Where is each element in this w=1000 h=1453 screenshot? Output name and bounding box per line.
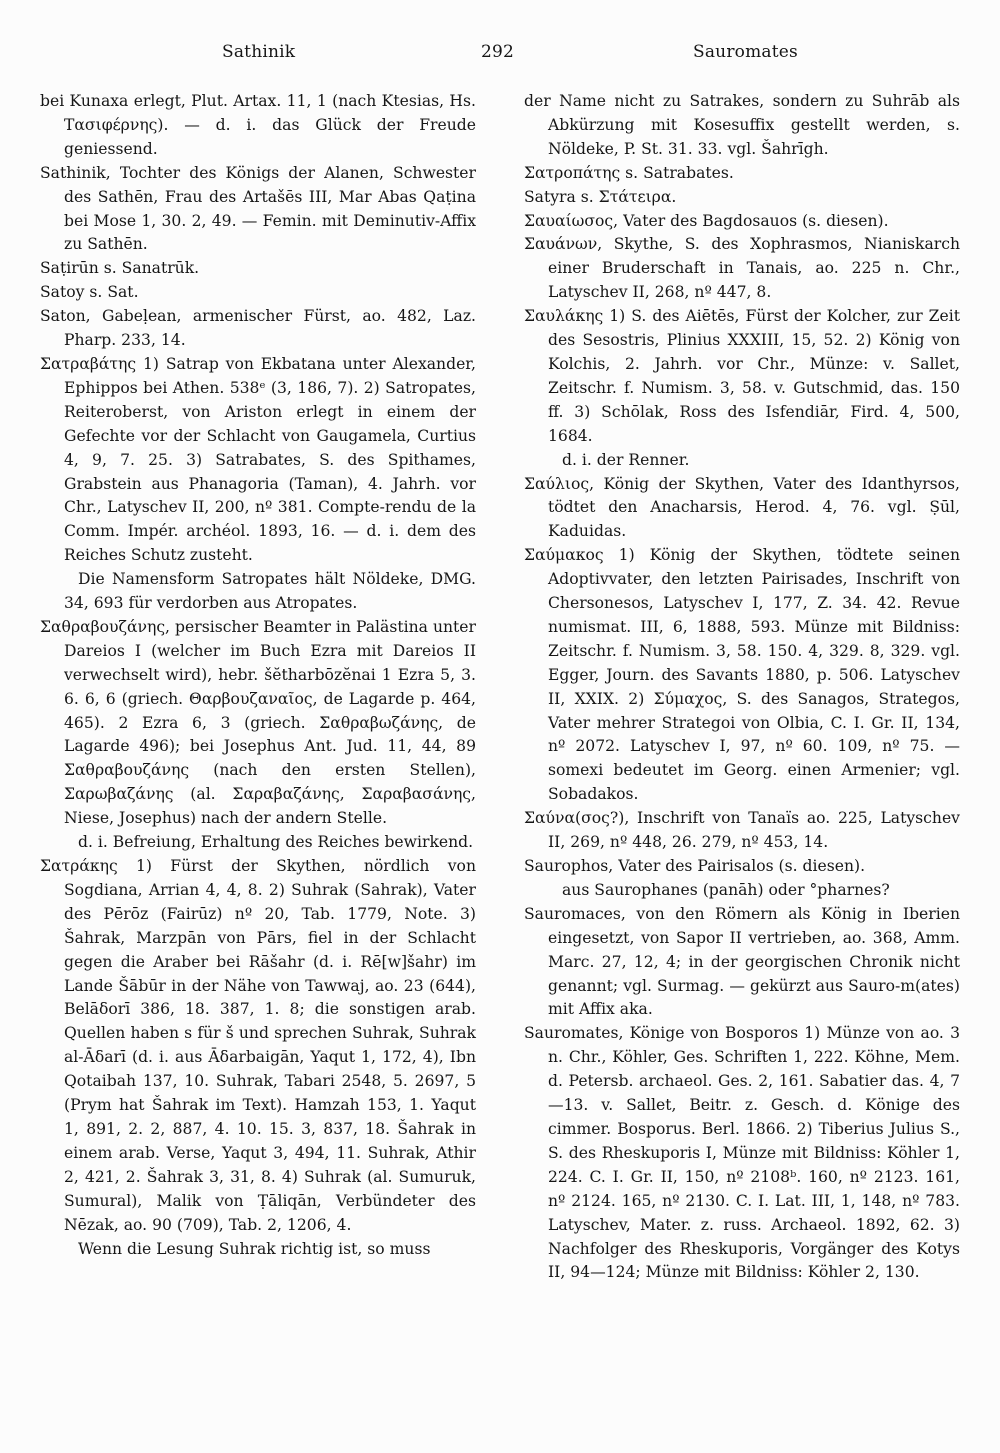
dictionary-entry: Sauromaces, von den Römern als König in Iberien eingesetzt, von Sapor II vertrieben, ao. 368, Amm. Marc. 27, 12, 4; in der georgischen Chronik nicht genannt; vgl. Surmag. — gekürzt aus Sauro-m(ates) mit Affix aka.	[524, 904, 960, 1019]
left-column	[40, 90, 476, 1261]
dictionary-entry: Saṭirūn s. Sanatrūk.	[40, 259, 200, 278]
dictionary-entry: Σατραβάτης 1) Satrap von Ekbatana unter Alexander, Ephippos bei Athen. 538ᵉ (3, 186, 7). 2) Satropates, Reiteroberst, von Ariston erlegt in einem der Gefechte vor der Schlacht von Gaugamela, Curtius 4, 9, 7. 25. 3) Satrabates, S. des Spithames, Grabstein aus Phanagoria (Taman), 4. Jahrh. vor Chr., Latyschev II, 200, nº 381. Compte-rendu de la Comm. Impér. archéol. 1893, 16. — d. i. dem des Reiches Schutz zusteht.	[40, 354, 476, 565]
running-header-right: Sauromates	[693, 42, 798, 62]
entry-continuation: aus Saurophanes (panāh) oder °pharnes?	[562, 880, 890, 899]
dictionary-entry: Σαθραβουζάνης, persischer Beamter in Palästina unter Dareios I (welcher im Buch Ezra mit Dareios II verwechselt wird), hebr. šĕtharbōzĕnai 1 Ezra 5, 3. 6. 6, 6 (griech. Θαρβουζαναῖος, de Lagarde p. 464, 465). 2 Ezra 6, 3 (griech. Σαθραβωζάνης, de Lagarde 496); bei Josephus Ant. Jud. 11, 44, 89 Σαθραβουζάνης (nach den ersten Stellen), Σαρωβαζάνης (al. Σαραβαζάνης, Σαραβασάνης, Niese, Josephus) nach der andern Stelle.	[40, 617, 476, 828]
dictionary-entry: Σατράκης 1) Fürst der Skythen, nördlich von Sogdiana, Arrian 4, 4, 8. 2) Suhrak (Sahrak), Vater des Pērōz (Fairūz) nº 20, Tab. 1779, Note. 3) Šahrak, Marzpān von Pārs, fiel in der Schlacht gegen die Araber bei Rāšahr (d. i. Rē[w]šahr) im Lande Šābūr in der Nähe von Tawwaj, ao. 23 (644), Belāδorī 386, 18. 387, 1. 8; die sonstigen arab. Quellen haben s für š und sprechen Suhrak, Suhrak al-Āδarī (d. i. aus Āδarbaigān, Yaqut 1, 172, 4), Ibn Qotaibah 137, 10. Suhrak, Tabari 2548, 5. 2697, 5 (Prym hat Šahrak im Text). Hamzah 153, 1. Yaqut 1, 891, 2. 2, 887, 4. 10. 15. 3, 837, 18. Šahrak in einem arab. Verse, Yaqut 3, 494, 11. Suhrak, Athir 2, 421, 2. Šahrak 3, 31, 8. 4) Suhrak (al. Sumuruk, Sumural), Malik von Ṭāliqān, Verbündeter des Nēzak, ao. 90 (709), Tab. 2, 1206, 4.	[40, 857, 476, 1234]
entry-continuation: d. i. Befreiung, Erhaltung des Reiches bewirkend.	[78, 833, 474, 852]
right-column	[524, 90, 960, 1285]
page-number: 292	[481, 42, 515, 62]
dictionary-entry: Σαύμακος 1) König der Skythen, tödtete seinen Adoptivvater, den letzten Pairisades, Inschrift von Chersonesos, Latyschev I, 177, Z. 34. 42. Revue numismat. III, 6, 1888, 593. Münze mit Bildniss: Zeitschr. f. Numism. 3, 58. 150. 4, 329. 8, 329. vgl. Egger, Journ. des Savants 1880, p. 506. Latyschev II, XXIX. 2) Σύμαχος, S. des Sanagos, Strategos, Vater mehrer Strategoi von Olbia, C. I. Gr. II, 134, nº 2072. Latyschev I, 97, nº 60. 109, nº 75. — somexi bedeutet im Georg. einen Armenier; vgl. Sobadakos.	[524, 546, 960, 804]
dictionary-entry: Σαυάνων, Skythe, S. des Xophrasmos, Nianiskarch einer Bruderschaft in Tanais, ao. 225 n. Chr., Latyschev II, 268, nº 447, 8.	[524, 235, 960, 302]
dictionary-entry: Saton, Gabeḷean, armenischer Fürst, ao. 482, Laz. Pharp. 233, 14.	[40, 307, 476, 350]
dictionary-entry: Sauromates, Könige von Bosporos 1) Münze von ao. 3 n. Chr., Köhler, Ges. Schriften 1, 222. Köhne, Mem. d. Petersb. archaeol. Ges. 2, 161. Sabatier das. 4, 7—13. v. Sallet, Beitr. z. Gesch. d. Könige des cimmer. Bosporus. Berl. 1866. 2) Tiberius Julius S., S. des Rheskuporis I, Münze mit Bildniss: Köhler 1, 224. C. I. Gr. II, 150, nº 2108ᵇ. 160, nº 2123. 161, nº 2124. 165, nº 2130. C. I. Lat. III, 1, 148, nº 783. Latyschev, Mater. z. russ. Archaeol. 1892, 62. 3) Nachfolger des Rheskuporis, Vorgänger des Kotys II, 94—124; Münze mit Bildniss: Köhler 2, 130.	[524, 1024, 960, 1282]
entry-continuation: Die Namensform Satropates hält Nöldeke, DMG. 34, 693 für verdorben aus Atropates.	[64, 570, 476, 613]
dictionary-entry: Satoy s. Sat.	[40, 283, 139, 302]
dictionary-entry: bei Kunaxa erlegt, Plut. Artax. 11, 1 (nach Ktesias, Hs. Τασιφέρνης). — d. i. das Glück der Freude geniessend.	[40, 92, 476, 158]
entry-continuation: Wenn die Lesung Suhrak richtig ist, so muss	[78, 1239, 431, 1258]
dictionary-entry: Σαυαίωσος, Vater des Bagdosauos (s. diesen).	[524, 211, 889, 230]
entry-continuation: d. i. der Renner.	[562, 450, 690, 469]
dictionary-entry: Σατροπάτης s. Satrabates.	[524, 163, 734, 182]
dictionary-entry: Satyra s. Στάτειρα.	[524, 187, 677, 206]
dictionary-entry: Sathinik, Tochter des Königs der Alanen, Schwester des Sathēn, Frau des Artašēs III, Mar Abas Qaṭina bei Mose 1, 30. 2, 49. — Femin. mit Deminutiv-Affix zu Sathēn.	[40, 163, 476, 254]
dictionary-entry: Σαύνα(σος?), Inschrift von Tanaïs ao. 225, Latyschev II, 269, nº 448, 26. 279, nº 453, 14.	[524, 809, 960, 852]
dictionary-entry: Σαυλάκης 1) S. des Aiētēs, Fürst der Kolcher, zur Zeit des Sesostris, Plinius XXXIII, 15, 52. 2) König von Kolchis, 2. Jahrh. vor Chr., Münze: v. Sallet, Zeitschr. f. Numism. 3, 58. v. Gutschmid, das. 150 ff. 3) Schōlak, Ross des Isfendiār, Fird. 4, 500, 1684.	[524, 307, 960, 445]
dictionary-entry: der Name nicht zu Satrakes, sondern zu Suhrāb als Abkürzung mit Kosesuffix gestellt werden, s. Nöldeke, P. St. 31. 33. vgl. Šahrīgh.	[524, 92, 960, 158]
dictionary-entry: Σαύλιος, König der Skythen, Vater des Idanthyrsos, tödtet den Anacharsis, Herod. 4, 76. vgl. Ṣūl, Kaduidas.	[524, 474, 960, 541]
running-header-left: Sathinik	[222, 42, 296, 62]
dictionary-entry: Saurophos, Vater des Pairisalos (s. diesen).	[524, 857, 866, 875]
